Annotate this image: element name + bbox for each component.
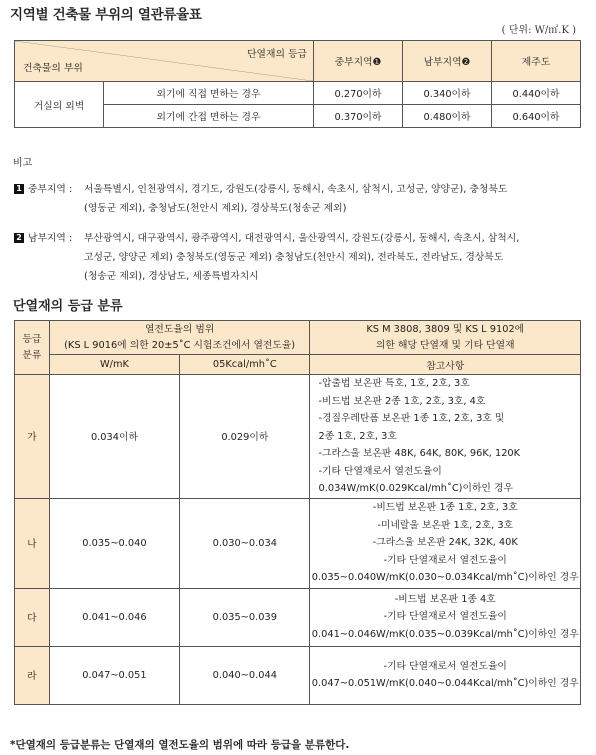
header-insulation-grade: 단열재의 등급 [247, 49, 307, 60]
marker-1-icon: 1 [14, 184, 24, 194]
ref-line: 0.034W/mK(0.029Kcal/mh˚C)이하인 경우 [318, 483, 513, 494]
ref-line: -그라스울 보온판 24K, 32K, 40K [372, 537, 518, 549]
kcal-cell: 0.040~0.044 [180, 646, 310, 704]
grade-cell: 다 [15, 588, 50, 646]
area-line: (영동군 제외), 충청남도(천안시 제외), 경상북도(청송군 제외) [84, 203, 347, 214]
col-ref: 참고사항 [310, 355, 581, 375]
note-heading: 비고 [13, 158, 33, 169]
col-ks [310, 321, 581, 355]
kcal-cell: 0.035~0.039 [180, 588, 310, 646]
row-label: 외기에 간접 면하는 경우 [104, 105, 314, 128]
col-central: 중부지역❶ [314, 41, 403, 82]
wmk-cell: 0.034이하 [49, 375, 179, 499]
kcal-cell: 0.030~0.034 [180, 498, 310, 588]
diagonal-header-cell [15, 41, 314, 82]
wmk-cell: 0.047~0.051 [49, 646, 179, 704]
ref-line: -기타 단열재로서 열전도율이 [318, 465, 442, 477]
section-title: 단열재의 등급 분류 [13, 299, 123, 314]
ref-line: -압출법 보온판 특호, 1호, 2호, 3호 [318, 378, 470, 389]
wmk-cell: 0.041~0.046 [49, 588, 179, 646]
ref-line: -미네랄울 보온판 1호, 2호, 3호 [377, 519, 514, 531]
ref-line: -기타 단열재로서 열전도율이 [383, 660, 507, 672]
cell-value: 0.370이하 [314, 105, 403, 128]
footnote: *단열재의 등급분류는 단열재의 열전도율의 범위에 따라 등급을 분류한다. [10, 739, 350, 751]
grade-cell: 라 [15, 646, 50, 704]
area-line: 서울특별시, 인천광역시, 경기도, 강원도(강릉시, 동해시, 속초시, 삼척시, 고성군, 양양군), 충청북도 [84, 184, 508, 195]
thermal-transmittance-table [14, 40, 581, 128]
cell-value: 0.480이하 [403, 105, 492, 128]
cell-value: 0.440이하 [492, 82, 581, 105]
marker-2-icon: 2 [14, 233, 24, 243]
grade-cell: 나 [15, 498, 50, 588]
kcal-cell: 0.029이하 [180, 375, 310, 499]
area-central [14, 180, 508, 214]
page-title: 지역별 건축물 부위의 열관류율표 [10, 7, 202, 23]
range-subtitle: (KS L 9016에 의한 20±5˚C 시험조건에서 열전도율) [64, 339, 296, 351]
ref-line: -그라스울 보온판 48K, 64K, 80K, 96K, 120K [318, 448, 521, 459]
col-wmk: W/mK [49, 355, 179, 375]
ref-line: 2종 1호, 2호, 3호 [318, 430, 397, 442]
ref-cell [310, 375, 581, 499]
ref-line: -기타 단열재로서 열전도율이 [383, 611, 507, 623]
wmk-cell: 0.035~0.040 [49, 498, 179, 588]
col-southern: 남부지역❷ [403, 41, 492, 82]
unit-label: ( 단위: W/㎡.K ) [501, 25, 576, 36]
area-southern [14, 229, 520, 282]
ref-line: -경질우레탄폼 보온판 1종 1호, 2호, 3호 및 [318, 413, 505, 424]
row-group-label: 거실의 외벽 [15, 82, 104, 128]
ref-line: -기타 단열재로서 열전도율이 [383, 554, 507, 566]
ref-line: 0.035~0.040W/mK(0.030~0.034Kcal/mh˚C)이하인 경우 [311, 572, 579, 584]
ref-line: -비드법 보온판 2종 1호, 2호, 3호, 4호 [318, 395, 486, 407]
ks-line: KS M 3808, 3809 및 KS L 9102에 [366, 323, 525, 335]
area-label: 중부지역 : [28, 184, 73, 195]
ref-cell [310, 588, 581, 646]
area-line: 고성군, 양양군 제외) 충청북도(영동군 제외) 충청남도(천안시 제외), 전라북도, 전라남도, 경상북도 [84, 252, 504, 263]
cell-value: 0.270이하 [314, 82, 403, 105]
header-building-part: 건축물의 부위 [23, 63, 83, 74]
col-kcal: 05Kcal/mh˚C [180, 355, 310, 375]
ref-line: 0.041~0.046W/mK(0.035~0.039Kcal/mh˚C)이하인 경우 [311, 628, 579, 640]
ref-cell [310, 498, 581, 588]
ref-line: 0.047~0.051W/mK(0.040~0.044Kcal/mh˚C)이하인 경우 [311, 678, 579, 689]
ref-cell [310, 646, 581, 704]
area-line: (청송군 제외), 경상남도, 세종특별자치시 [84, 271, 259, 282]
insulation-grade-table [14, 320, 581, 705]
ref-line: -비드법 보온판 1종 4호 [394, 593, 496, 605]
ref-line: -비드법 보온판 1종 1호, 2호, 3호 [372, 502, 518, 514]
range-title: 열전도율의 범위 [144, 323, 215, 335]
col-range [49, 321, 310, 355]
area-line: 부산광역시, 대구광역시, 광주광역시, 대전광역시, 울산광역시, 강원도(강릉시, 동해시, 속초시, 삼척시, [84, 233, 520, 244]
row-label: 외기에 직접 면하는 경우 [104, 82, 314, 105]
col-grade: 등급 분류 [15, 321, 50, 375]
col-jeju: 제주도 [492, 41, 581, 82]
area-label: 남부지역 : [28, 233, 73, 244]
ks-line: 의한 해당 단열재 및 기타 단열재 [375, 339, 515, 351]
cell-value: 0.340이하 [403, 82, 492, 105]
grade-cell: 가 [15, 375, 50, 499]
cell-value: 0.640이하 [492, 105, 581, 128]
